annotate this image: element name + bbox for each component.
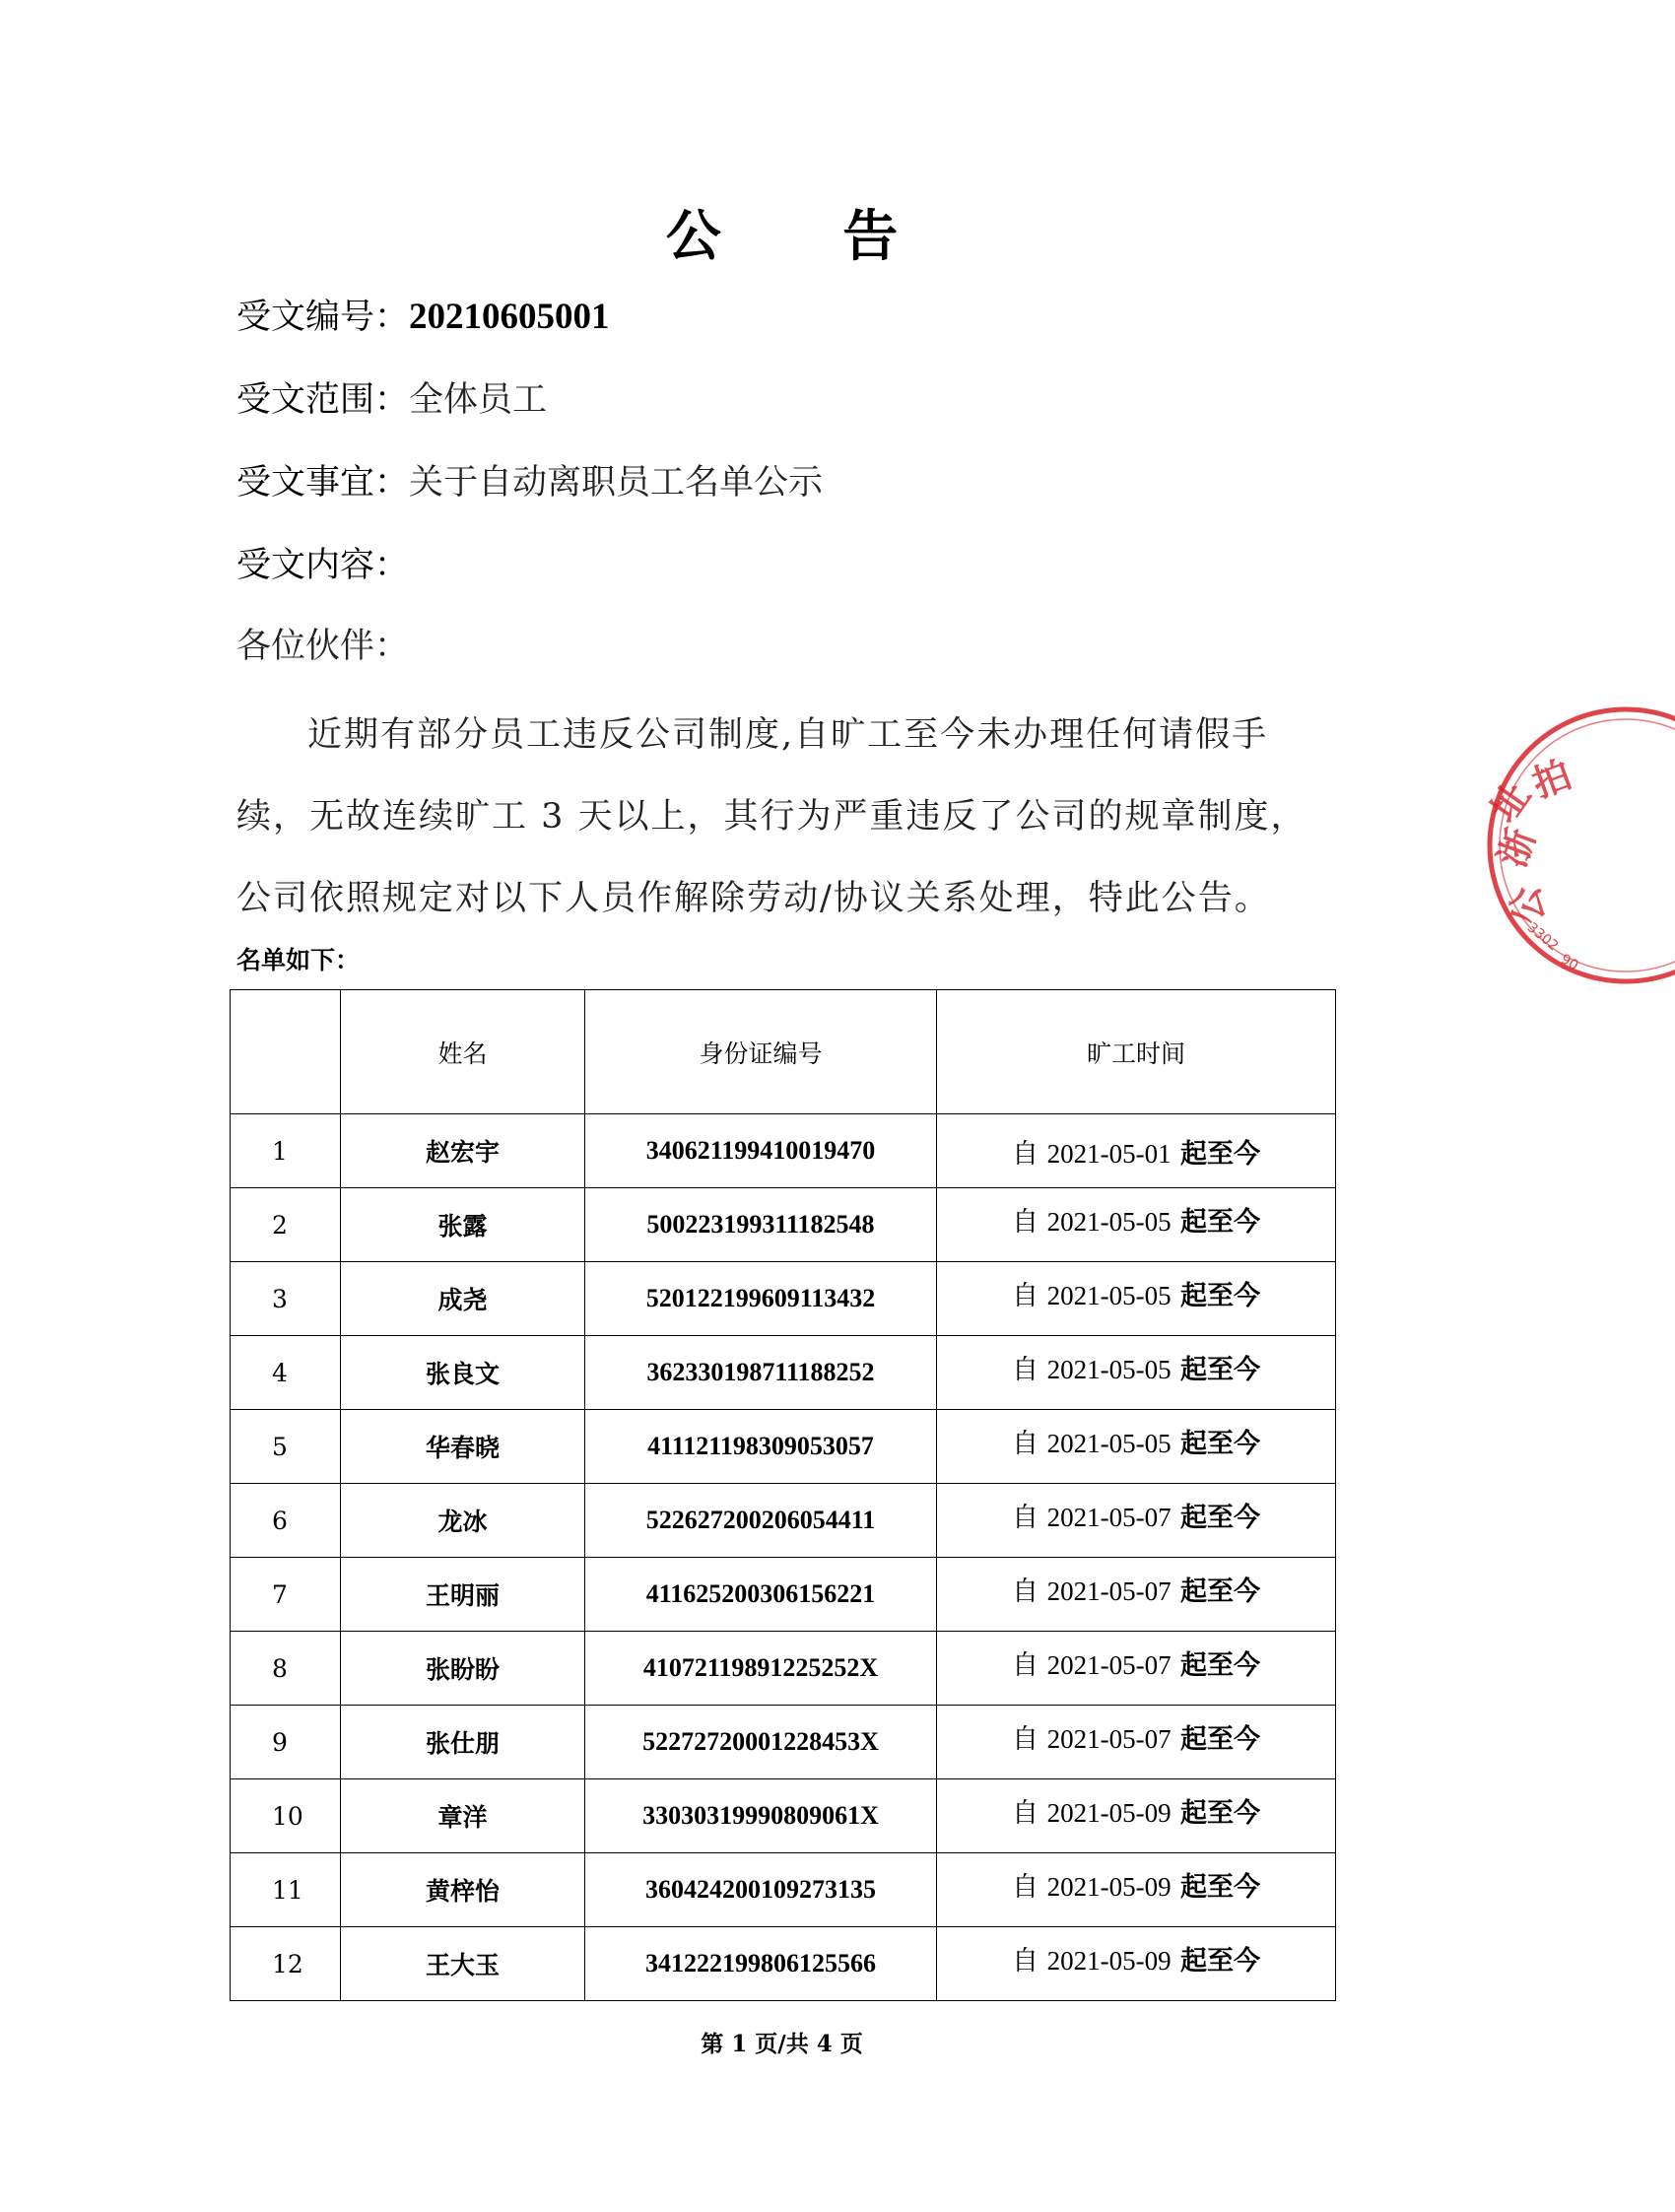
field-document-number <box>236 290 610 339</box>
row-id-number: 41072119891225252X <box>585 1632 937 1706</box>
time-prefix: 自 <box>1012 1723 1047 1755</box>
time-suffix: 起至今 <box>1171 1502 1260 1533</box>
row-id-number: 522627200206054411 <box>585 1484 937 1558</box>
row-name: 王明丽 <box>341 1558 585 1632</box>
row-index: 2 <box>231 1188 341 1262</box>
row-name: 龙冰 <box>341 1484 585 1558</box>
row-name: 黄梓怡 <box>341 1853 585 1927</box>
absence-start-date: 2021-05-09 <box>1046 1871 1172 1902</box>
seal-code-text: 3302 <box>1523 919 1562 955</box>
time-prefix: 自 <box>1012 1428 1047 1459</box>
svg-text:公: 公 <box>1502 883 1553 928</box>
row-absence-time <box>937 1779 1336 1853</box>
table-row <box>231 1336 1336 1410</box>
row-absence-time <box>937 1336 1336 1410</box>
row-absence-time <box>937 1632 1336 1706</box>
time-suffix: 起至今 <box>1171 1649 1260 1681</box>
table-row <box>231 1779 1336 1853</box>
absence-start-date: 2021-05-09 <box>1046 1797 1172 1828</box>
table-row <box>231 1484 1336 1558</box>
absence-start-date: 2021-05-05 <box>1046 1354 1172 1384</box>
row-name: 张露 <box>341 1188 585 1262</box>
row-id-number: 520122199609113432 <box>585 1262 937 1336</box>
field-label: 受文范围： <box>236 380 410 420</box>
page-footer: 第 1 页/共 4 页 <box>701 2031 863 2057</box>
row-id-number: 33030319990809061X <box>585 1779 937 1853</box>
row-absence-time <box>937 1262 1336 1336</box>
time-prefix: 自 <box>1012 1206 1047 1238</box>
time-suffix: 起至今 <box>1171 1280 1260 1311</box>
absence-start-date: 2021-05-07 <box>1046 1649 1172 1680</box>
svg-text:拍: 拍 <box>1526 751 1577 807</box>
table-row <box>231 1410 1336 1484</box>
table-row <box>231 1188 1336 1262</box>
time-suffix: 起至今 <box>1171 1575 1260 1607</box>
header-name: 姓名 <box>341 990 585 1114</box>
absence-start-date: 2021-05-05 <box>1046 1206 1172 1237</box>
row-name: 张良文 <box>341 1336 585 1410</box>
row-absence-time <box>937 1410 1336 1484</box>
field-label: 受文编号： <box>236 298 410 337</box>
row-name: 张仕朋 <box>341 1706 585 1779</box>
field-content <box>236 538 409 587</box>
row-index: 6 <box>231 1484 341 1558</box>
time-suffix: 起至今 <box>1171 1723 1260 1755</box>
time-suffix: 起至今 <box>1171 1871 1260 1903</box>
absence-start-date: 2021-05-01 <box>1046 1138 1172 1169</box>
header-id-number: 身份证编号 <box>585 990 937 1114</box>
time-suffix: 起至今 <box>1171 1138 1260 1170</box>
time-prefix: 自 <box>1012 1354 1047 1385</box>
greeting: 各位伙伴： <box>236 627 410 666</box>
time-suffix: 起至今 <box>1171 1945 1260 1977</box>
row-absence-time <box>937 1188 1336 1262</box>
table-row <box>231 1632 1336 1706</box>
row-absence-time <box>937 1114 1336 1188</box>
row-id-number: 411121198309053057 <box>585 1410 937 1484</box>
row-id-number: 500223199311182548 <box>585 1188 937 1262</box>
table-row <box>231 1927 1336 2001</box>
row-index: 12 <box>231 1927 341 2001</box>
row-index: 5 <box>231 1410 341 1484</box>
svg-text:浙: 浙 <box>1489 822 1544 873</box>
time-suffix: 起至今 <box>1171 1428 1260 1459</box>
row-id-number: 341222199806125566 <box>585 1927 937 2001</box>
row-name: 章洋 <box>341 1779 585 1853</box>
absence-start-date: 2021-05-05 <box>1046 1280 1172 1310</box>
row-name: 赵宏宇 <box>341 1114 585 1188</box>
table-row <box>231 1853 1336 1927</box>
absence-start-date: 2021-05-07 <box>1046 1502 1172 1532</box>
row-index: 11 <box>231 1853 341 1927</box>
row-index: 9 <box>231 1706 341 1779</box>
absence-start-date: 2021-05-07 <box>1046 1575 1172 1606</box>
matter-value: 关于自动离职员工名单公示 <box>409 463 824 503</box>
table-row <box>231 1114 1336 1188</box>
row-index: 7 <box>231 1558 341 1632</box>
absence-start-date: 2021-05-09 <box>1046 1945 1172 1976</box>
row-id-number: 411625200306156221 <box>585 1558 937 1632</box>
header-index <box>231 990 341 1114</box>
time-prefix: 自 <box>1012 1649 1047 1681</box>
time-prefix: 自 <box>1012 1945 1047 1977</box>
time-prefix: 自 <box>1012 1138 1047 1170</box>
field-matter <box>236 455 823 504</box>
table-row <box>231 1706 1336 1779</box>
row-id-number: 52272720001228453X <box>585 1706 937 1779</box>
absence-start-date: 2021-05-05 <box>1046 1428 1172 1458</box>
row-absence-time <box>937 1484 1336 1558</box>
time-prefix: 自 <box>1012 1502 1047 1533</box>
time-prefix: 自 <box>1012 1797 1047 1829</box>
field-scope <box>236 372 547 422</box>
row-absence-time <box>937 1558 1336 1632</box>
row-index: 8 <box>231 1632 341 1706</box>
row-name: 张盼盼 <box>341 1632 585 1706</box>
time-prefix: 自 <box>1012 1575 1047 1607</box>
row-absence-time <box>937 1927 1336 2001</box>
row-absence-time <box>937 1853 1336 1927</box>
row-index: 3 <box>231 1262 341 1336</box>
seal-code-text-2: 90 <box>1558 951 1581 974</box>
scope-value: 全体员工 <box>409 380 548 420</box>
time-suffix: 起至今 <box>1171 1206 1260 1238</box>
document-number-value: 20210605001 <box>409 297 610 337</box>
time-prefix: 自 <box>1012 1280 1047 1311</box>
row-index: 1 <box>231 1114 341 1188</box>
table-header-row <box>231 990 1336 1114</box>
row-index: 10 <box>231 1779 341 1853</box>
dismissal-table <box>230 989 1336 2001</box>
row-name: 成尧 <box>341 1262 585 1336</box>
list-label: 名单如下： <box>236 946 361 974</box>
row-index: 4 <box>231 1336 341 1410</box>
row-name: 王大玉 <box>341 1927 585 2001</box>
company-seal-icon <box>1478 707 1675 1003</box>
time-suffix: 起至今 <box>1171 1797 1260 1829</box>
row-absence-time <box>937 1706 1336 1779</box>
row-id-number: 360424200109273135 <box>585 1853 937 1927</box>
field-label: 受文内容： <box>236 546 410 585</box>
svg-text:址: 址 <box>1481 773 1539 831</box>
header-absence-time: 旷工时间 <box>937 990 1336 1114</box>
notice-paragraph: 近期有部分员工违反公司制度,自旷工至今未办理任何请假手续，无故连续旷工 3 天以上，其行为严重违反了公司的规章制度，公司依照规定对以下人员作解除劳动/协议关系处理，特此公告。 <box>236 715 1307 918</box>
row-name: 华春晓 <box>341 1410 585 1484</box>
time-prefix: 自 <box>1012 1871 1047 1903</box>
absence-start-date: 2021-05-07 <box>1046 1723 1172 1754</box>
table-row <box>231 1262 1336 1336</box>
row-id-number: 340621199410019470 <box>585 1114 937 1188</box>
document-title: 公 告 <box>665 204 950 269</box>
field-label: 受文事宜： <box>236 463 410 503</box>
time-suffix: 起至今 <box>1171 1354 1260 1385</box>
table-row <box>231 1558 1336 1632</box>
row-id-number: 362330198711188252 <box>585 1336 937 1410</box>
